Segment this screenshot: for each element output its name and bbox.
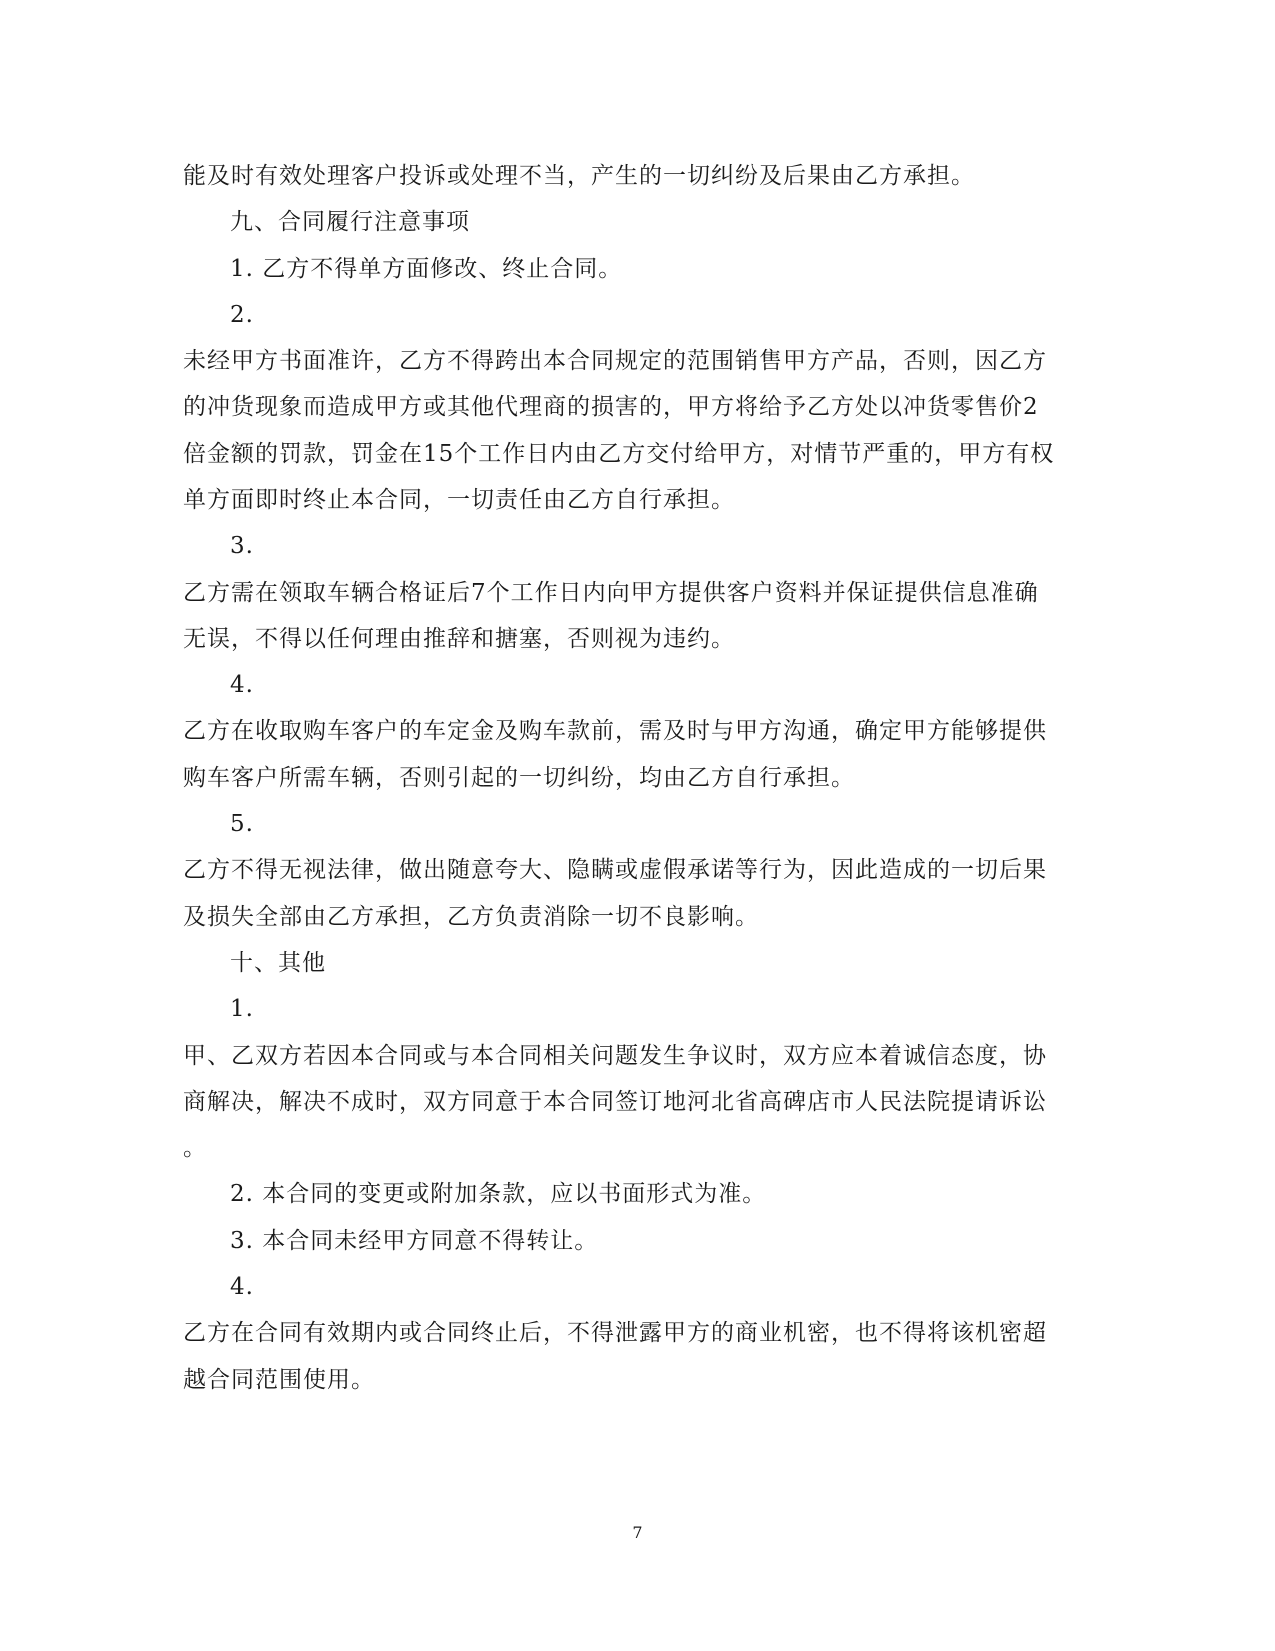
text-line: 单方面即时终止本合同，一切责任由乙方自行承担。 (183, 487, 735, 513)
clause-number: 4. (230, 672, 254, 698)
clause-number: 4. (230, 1274, 254, 1300)
text-line: 购车客户所需车辆，否则引起的一切纠纷，均由乙方自行承担。 (183, 765, 855, 791)
clause-number: 2. (230, 302, 254, 328)
text-line: 及损失全部由乙方承担，乙方负责消除一切不良影响。 (183, 904, 759, 930)
text-line: 能及时有效处理客户投诉或处理不当，产生的一切纠纷及后果由乙方承担。 (183, 163, 975, 189)
text-line: 乙方在合同有效期内或合同终止后，不得泄露甲方的商业机密，也不得将该机密超 (183, 1320, 1047, 1346)
text-line: 越合同范围使用。 (183, 1367, 375, 1393)
clause-number: 3. (230, 533, 254, 559)
page-number: 7 (632, 1523, 643, 1542)
clause-number: 1. (230, 996, 254, 1022)
text-line: 甲、乙双方若因本合同或与本合同相关问题发生争议时，双方应本着诚信态度，协 (183, 1043, 1047, 1069)
text-line: 无误，不得以任何理由推辞和搪塞，否则视为违约。 (183, 626, 735, 652)
text-line: 乙方需在领取车辆合格证后7个工作日内向甲方提供客户资料并保证提供信息准确 (183, 580, 1039, 606)
section-heading: 十、其他 (230, 950, 326, 976)
text-line: 的冲货现象而造成甲方或其他代理商的损害的，甲方将给予乙方处以冲货零售价2 (183, 394, 1039, 420)
clause-item: 2. 本合同的变更或附加条款，应以书面形式为准。 (230, 1181, 767, 1207)
text-line: 乙方不得无视法律，做出随意夸大、隐瞒或虚假承诺等行为，因此造成的一切后果 (183, 857, 1047, 883)
clause-item: 3. 本合同未经甲方同意不得转让。 (230, 1228, 599, 1254)
text-line: 倍金额的罚款，罚金在15个工作日内由乙方交付给甲方，对情节严重的，甲方有权 (183, 441, 1055, 467)
section-heading: 九、合同履行注意事项 (230, 209, 470, 235)
text-line: 乙方在收取购车客户的车定金及购车款前，需及时与甲方沟通，确定甲方能够提供 (183, 718, 1047, 744)
clause-number: 5. (230, 811, 254, 837)
text-line: 未经甲方书面准许，乙方不得跨出本合同规定的范围销售甲方产品，否则，因乙方 (183, 348, 1047, 374)
text-line: 。 (183, 1135, 207, 1161)
clause-item: 1. 乙方不得单方面修改、终止合同。 (230, 256, 623, 282)
text-line: 商解决，解决不成时，双方同意于本合同签订地河北省高碑店市人民法院提请诉讼 (183, 1089, 1047, 1115)
